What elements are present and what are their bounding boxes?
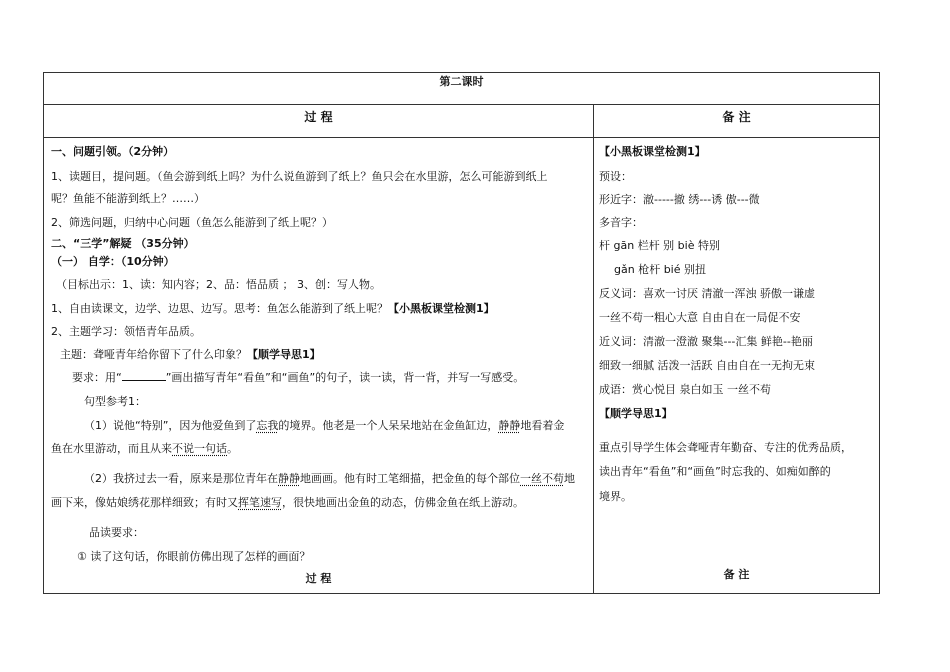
notes-column-header: 备 注 bbox=[722, 110, 751, 124]
goal-text: （目标出示：1、读：知内容；2、品：悟品质 ； 3、创：写人物。 bbox=[56, 278, 381, 291]
q1-emph-1: 忘我 bbox=[256, 419, 279, 432]
theme-tag: 【顺学导思1】 bbox=[247, 348, 321, 361]
q1-pre: （1）说他“特别”，因为他爱鱼到了 bbox=[84, 419, 257, 432]
quote-2-line-a bbox=[84, 472, 575, 486]
q2b-post: ，很快地画出金鱼的动态，仿佛金鱼在纸上游动。 bbox=[282, 496, 524, 509]
step-1-text: 1、自由读课文，边学、边思、边写。思考：鱼怎么能游到了纸上呢？ bbox=[51, 302, 388, 315]
s1-para-1a: 1、读题目，提问题。（鱼会游到纸上吗？为什么说鱼游到了纸上？鱼只会在水里游，怎么可能游到纸上 bbox=[51, 170, 548, 183]
q1b-post: 。 bbox=[227, 442, 238, 455]
idioms-line: 成语：赏心悦目 泉白如玉 一丝不苟 bbox=[599, 383, 771, 396]
quote-2-line-b bbox=[51, 496, 524, 510]
polyphone-label: 多音字： bbox=[599, 216, 643, 229]
q2b-emph: 挥笔速写 bbox=[238, 496, 282, 509]
q1-post: 地看着金 bbox=[520, 419, 565, 432]
notes-tag-1: 【小黑板课堂检测1】 bbox=[599, 145, 706, 158]
reference-label: 句型参考1： bbox=[84, 395, 146, 408]
step-2: 2、主题学习：领悟青年品质。 bbox=[51, 325, 201, 338]
theme-line bbox=[60, 348, 321, 362]
q2-emph-2: 一丝不苟 bbox=[520, 472, 564, 485]
antonyms-line-1: 反义词：喜欢一讨厌 清澈一浑浊 骄傲一谦虚 bbox=[599, 287, 815, 300]
note-line-3: 境界。 bbox=[599, 490, 632, 503]
note-line-2: 读出青年“看鱼”和“画鱼”时忘我的、如痴如醉的 bbox=[599, 465, 831, 478]
q1b-emph: 不说一句话 bbox=[172, 442, 227, 455]
section-1-title: 一、问题引领。（2分钟） bbox=[51, 145, 175, 158]
step-1-tag: 【小黑板课堂检测1】 bbox=[388, 302, 495, 315]
step-1 bbox=[51, 302, 495, 316]
notes-tag-2: 【顺学导思1】 bbox=[599, 407, 673, 420]
similar-characters: 形近字：澈-----撤 绣---诱 傲---微 bbox=[599, 193, 760, 206]
synonyms-line-1: 近义词：清澈一澄澈 聚集---汇集 鲜艳--艳丽 bbox=[599, 335, 813, 348]
section-2-title: 二、“三学”解疑 （35分钟） bbox=[51, 237, 195, 250]
quote-1-line-b bbox=[51, 442, 238, 456]
reading-requirement-label: 品读要求： bbox=[89, 526, 144, 539]
antonyms-line-2: 一丝不苟一粗心大意 自由自在一局促不安 bbox=[599, 311, 801, 324]
notes-footer: 备 注 bbox=[723, 568, 750, 581]
lesson-table bbox=[43, 72, 880, 594]
q2-post: 地 bbox=[564, 472, 575, 485]
process-footer: 过 程 bbox=[305, 572, 332, 585]
q1b-pre: 鱼在水里游动，而且从来 bbox=[51, 442, 172, 455]
reading-question-1: ① 读了这句话，你眼前仿佛出现了怎样的画面？ bbox=[77, 550, 311, 563]
polyphone-line-2: gǎn 枪杆 bié 别扭 bbox=[614, 263, 706, 276]
lesson-title: 第二课时 bbox=[439, 75, 484, 88]
quote-1-line-a bbox=[84, 419, 564, 433]
preset-label: 预设： bbox=[599, 170, 632, 183]
requirement-line bbox=[72, 371, 524, 385]
req-pre: 要求：用“ bbox=[72, 371, 122, 384]
q2-pre: （2）我挤过去一看，原来是那位青年在 bbox=[84, 472, 278, 485]
q2b-pre: 画下来，像姑娘绣花那样细致；有时又 bbox=[51, 496, 238, 509]
section-2-subtitle: （一） 自学：（10分钟） bbox=[51, 255, 175, 268]
q1-mid: 的境界。他老是一个人呆呆地站在金鱼缸边， bbox=[278, 419, 499, 432]
synonyms-line-2: 细致一细腻 活泼一活跃 自由自在一无拘无束 bbox=[599, 359, 815, 372]
s1-para-2: 2、筛选问题，归纳中心问题（鱼怎么能游到了纸上呢？） bbox=[51, 216, 333, 229]
notes-cell bbox=[594, 137, 879, 593]
process-column-header: 过 程 bbox=[304, 110, 333, 124]
req-post: ”画出描写青年“看鱼”和“画鱼”的句子，读一读，背一背，并写一写感受。 bbox=[165, 371, 525, 384]
note-line-1: 重点引导学生体会聋哑青年勤奋、专注的优秀品质， bbox=[599, 441, 852, 454]
q2-mid: 地画画。他有时工笔细描，把金鱼的每个部位 bbox=[300, 472, 520, 485]
table-title bbox=[44, 73, 879, 105]
q1-emph-2: 静静 bbox=[498, 419, 521, 432]
theme-text: 主题：聋哑青年给你留下了什么印象？ bbox=[60, 348, 247, 361]
table-header-row bbox=[44, 104, 879, 138]
s1-para-1b: 呢？鱼能不能游到纸上？……） bbox=[51, 192, 205, 205]
process-cell bbox=[44, 137, 593, 593]
underline-blank bbox=[122, 371, 166, 381]
q2-emph-1: 静静 bbox=[278, 472, 300, 485]
polyphone-line-1: 杆 gān 栏杆 别 biè 特别 bbox=[599, 239, 720, 252]
